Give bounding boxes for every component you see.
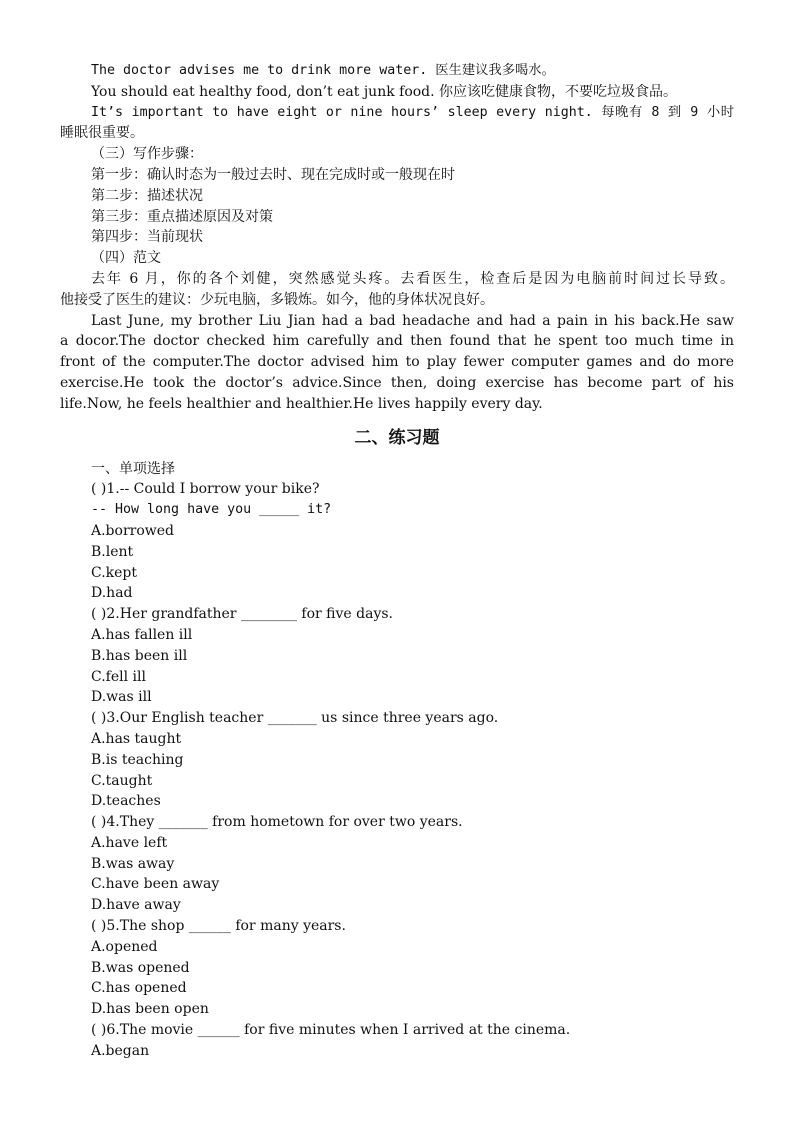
- option-line: C.has opened: [91, 980, 187, 997]
- option-line: C.fell ill: [91, 668, 146, 685]
- sample-chinese-line: 他接受了医生的建议：少玩电脑，多锻炼。如今，他的身体状况良好。: [60, 291, 494, 308]
- question-list: [60, 479, 734, 1061]
- option-line: D.was ill: [91, 689, 152, 706]
- option-line: B.was away: [91, 855, 175, 872]
- option-line: B.is teaching: [91, 751, 184, 768]
- option-line: A.began: [91, 1042, 150, 1059]
- option-line: C.have been away: [91, 876, 220, 893]
- question-line: ( )6.The movie ______ for five minutes when I arrived at the cinema.: [91, 1022, 571, 1039]
- intro-line: 睡眠很重要。: [60, 125, 144, 142]
- option-line: A.has fallen ill: [91, 626, 193, 643]
- option-line: D.had: [91, 585, 133, 602]
- option-line: B.lent: [91, 543, 134, 560]
- sample-english-line: life.Now, he feels healthier and healthier.He lives happily every day.: [60, 395, 543, 412]
- option-line: D.teaches: [91, 793, 161, 810]
- intro-line: You should eat healthy food, don’t eat junk food. 你应该吃健康食物，不要吃垃圾食品。: [91, 83, 678, 100]
- option-line: B.was opened: [91, 959, 190, 976]
- option-line: A.borrowed: [91, 522, 174, 539]
- option-line: A.opened: [91, 938, 158, 955]
- section-title: 二、练习题: [354, 427, 440, 448]
- option-line: C.kept: [91, 564, 138, 581]
- option-line: D.has been open: [91, 1001, 209, 1018]
- sample-heading: （四）范文: [91, 250, 161, 267]
- step-item: 第三步：重点描述原因及对策: [91, 208, 273, 225]
- question-line: -- How long have you _____ it?: [91, 502, 332, 518]
- option-line: D.have away: [91, 897, 181, 914]
- step-item: 第二步：描述状况: [91, 187, 203, 204]
- sample-english-line: Last June, my brother Liu Jian had a bad headache and had a pain in his back.He saw: [91, 312, 734, 329]
- sample-english-line: front of the computer.The doctor advised him to play fewer computer games and do more: [60, 354, 734, 371]
- question-line: ( )4.They _______ from hometown for over two years.: [91, 814, 463, 831]
- document-content: [60, 61, 734, 1062]
- sample-english-line: a docor.The doctor checked him carefully and then found that he spent too much time in: [60, 333, 734, 350]
- intro-line: It’s important to have eight or nine hours’ sleep every night. 每晚有 8 到 9 小时: [91, 104, 734, 120]
- intro-line: The doctor advises me to drink more water. 医生建议我多喝水。: [91, 63, 555, 78]
- subsection-title: 一、单项选择: [91, 460, 175, 477]
- option-line: C.taught: [91, 772, 153, 789]
- step-item: 第一步：确认时态为一般过去时、现在完成时或一般现在时: [91, 166, 455, 183]
- question-line: ( )3.Our English teacher _______ us since three years ago.: [91, 710, 499, 727]
- step-heading: （三）写作步骤：: [91, 146, 203, 163]
- option-line: A.has taught: [91, 730, 182, 747]
- question-line: ( )1.-- Could I borrow your bike?: [91, 481, 320, 498]
- question-line: ( )2.Her grandfather ________ for five days.: [91, 606, 393, 623]
- step-item: 第四步：当前现状: [91, 229, 203, 246]
- option-line: B.has been ill: [91, 647, 188, 664]
- sample-english-line: exercise.He took the doctor’s advice.Since then, doing exercise has become part of his: [60, 374, 734, 391]
- sample-chinese-line: 去年 6 月，你的各个刘健，突然感觉头疼。去看医生，检查后是因为电脑前时间过长导致。: [91, 270, 734, 287]
- question-line: ( )5.The shop ______ for many years.: [91, 918, 346, 935]
- option-line: A.have left: [91, 834, 168, 851]
